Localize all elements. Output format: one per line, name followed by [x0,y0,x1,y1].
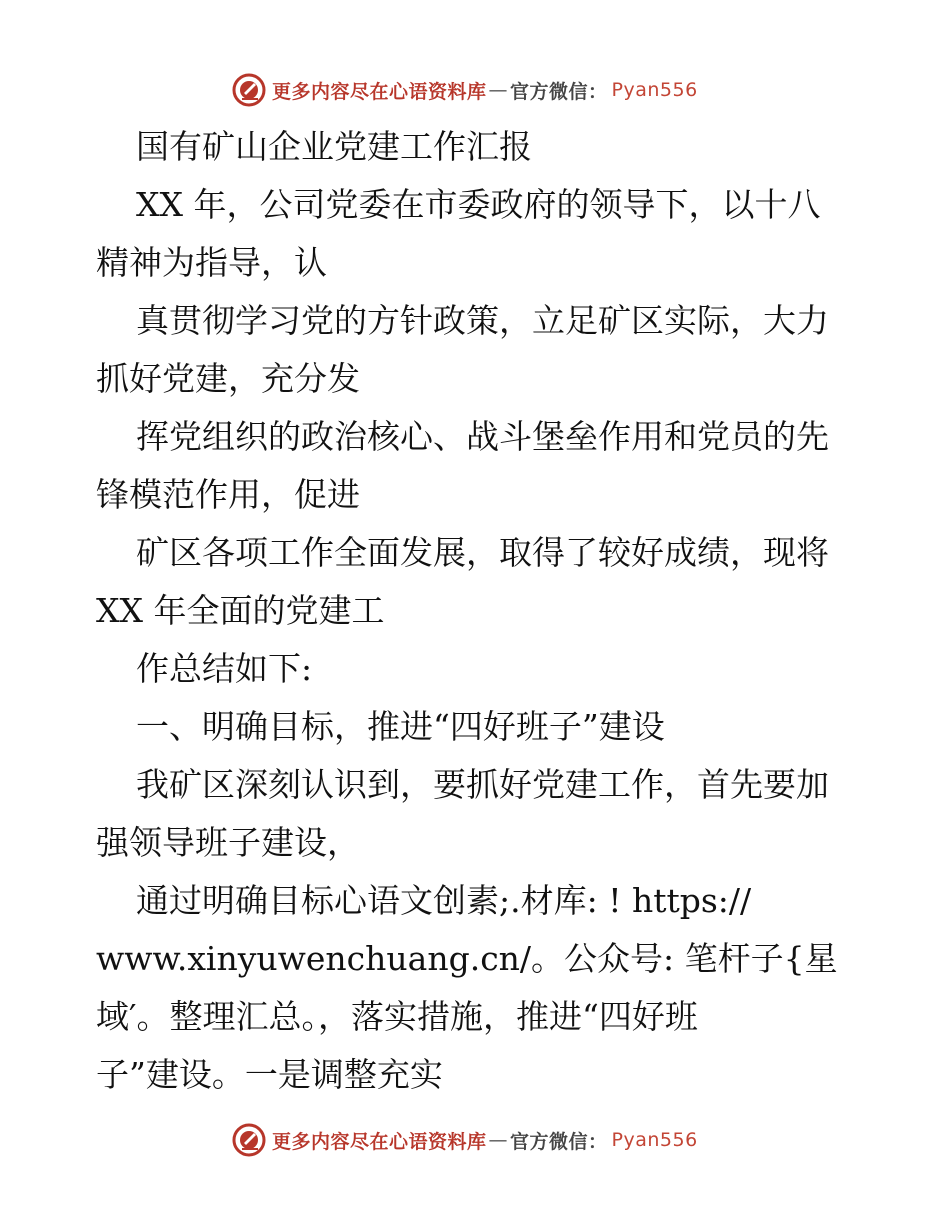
paragraph-line: 矿区各项工作全面发展，取得了较好成绩，现将 [136,533,829,572]
paragraph-line: 真贯彻学习党的方针政策，立足矿区实际，大力 [136,301,829,340]
footer-watermark-banner [232,1120,698,1160]
paragraph-line: 精神为指导，认 [96,243,327,282]
paragraph-line: 子”建设。一是调整充实 [96,1055,443,1094]
banner-brand-text: 更多内容尽在心语资料库 [272,1130,487,1153]
document-body [96,118,856,1104]
paragraph-line: 我矿区深刻认识到，要抓好党建工作，首先要加 [136,765,829,804]
document-title: 国有矿山企业党建工作汇报 [136,127,532,166]
section-heading: 一、明确目标，推进“四好班子”建设 [136,707,665,746]
paragraph-line: 挥党组织的政治核心、战斗堡垒作用和党员的先 [136,417,829,456]
paragraph-line: 锋模范作用，促进 [96,475,360,514]
paragraph-line: 通过明确目标心语文创素;.材库: ! https:// [136,881,752,920]
paragraph-line: www.xinyuwenchuang.cn/。公众号: 笔杆子{星 [96,939,838,978]
paragraph-line: XX 年，公司党委在市委政府的领导下，以十八 [136,185,821,224]
brand-logo-icon [232,73,266,107]
banner-brand-text: 更多内容尽在心语资料库 [272,80,487,103]
banner-wechat-id: Pyan556 [611,1129,698,1151]
paragraph-line: 强领导班子建设， [96,823,360,862]
paragraph-line: 域′。整理汇总。，落实措施，推进“四好班 [96,997,698,1036]
banner-wechat-id: Pyan556 [611,79,698,101]
banner-official-label: 官方微信： [510,80,608,103]
banner-dash: — [488,1129,509,1151]
brand-logo-icon [232,1123,266,1157]
banner-dash: — [488,79,509,101]
paragraph-line: XX 年全面的党建工 [96,591,385,630]
paragraph-line: 抓好党建，充分发 [96,359,360,398]
banner-official-label: 官方微信： [510,1130,608,1153]
paragraph-line: 作总结如下: [136,649,313,688]
header-watermark-banner [232,70,698,110]
